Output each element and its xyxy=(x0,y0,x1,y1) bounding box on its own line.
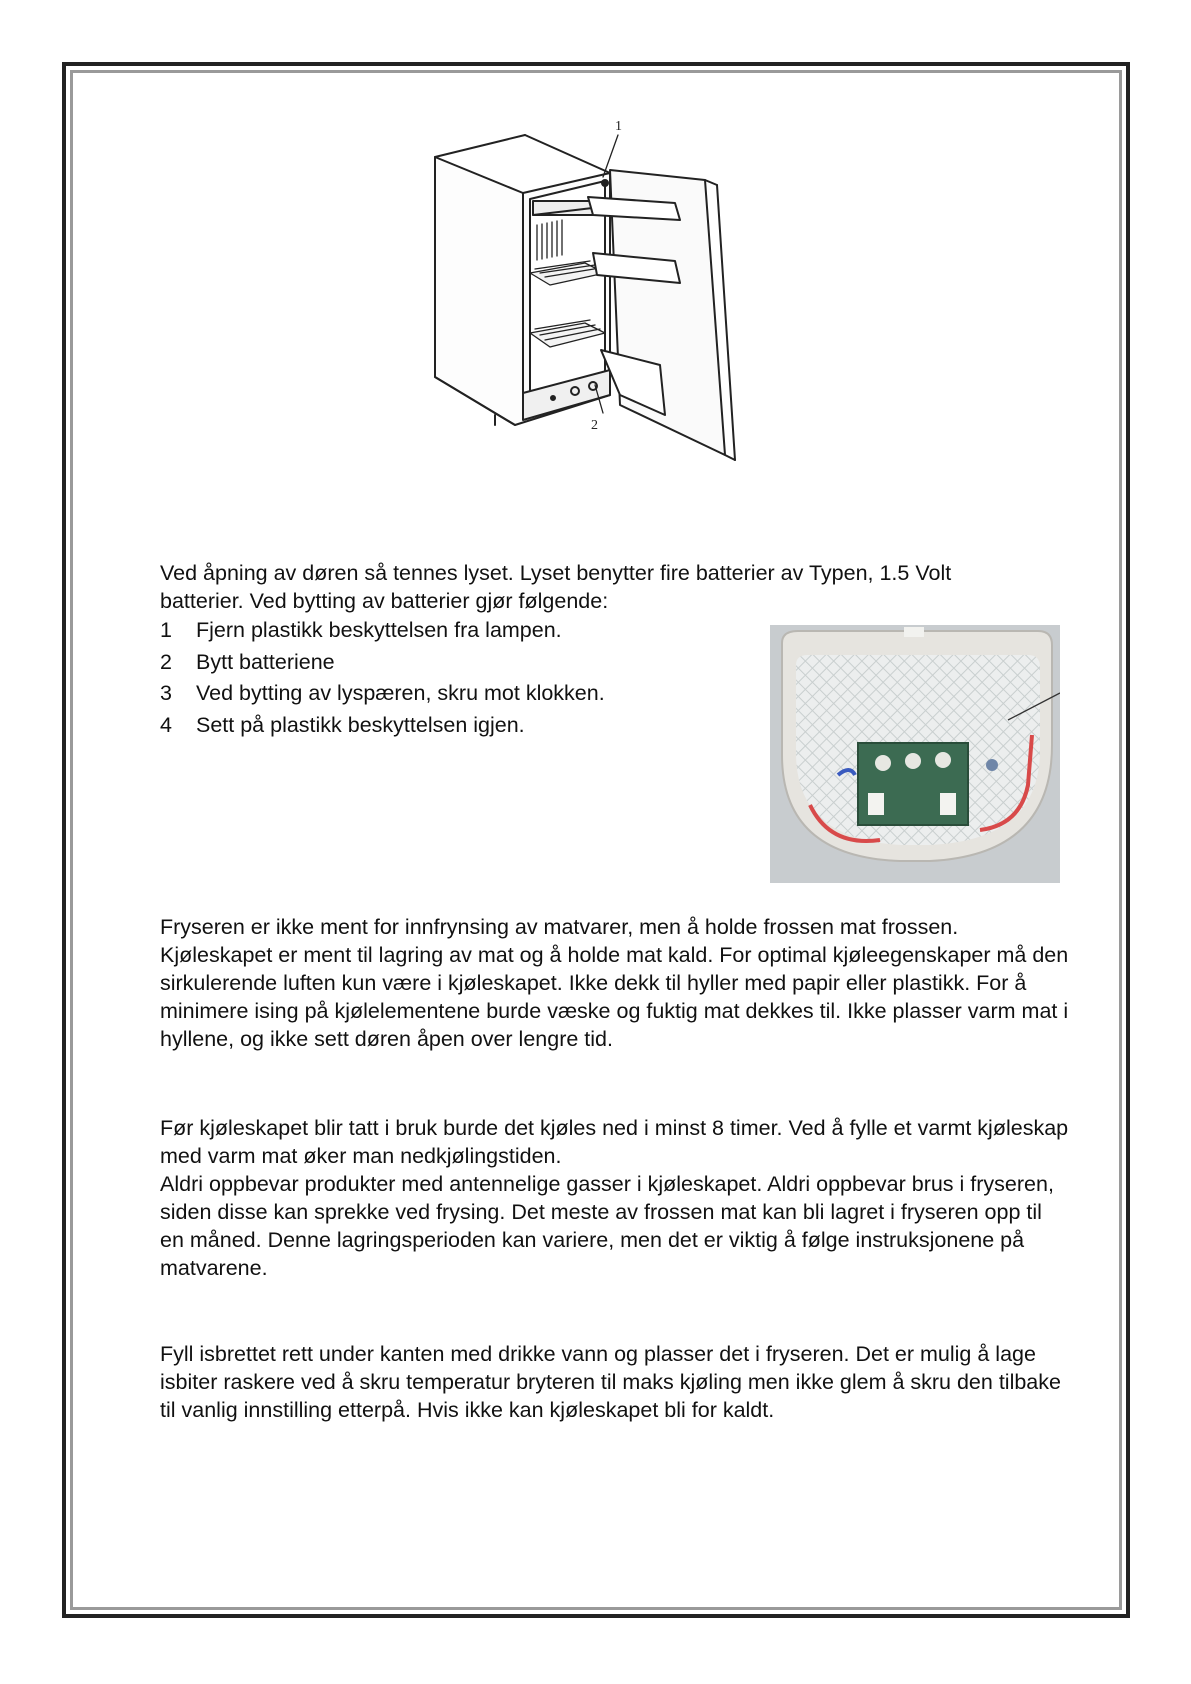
battery-steps-list xyxy=(160,615,740,741)
led xyxy=(875,755,891,771)
callout-label-2: 2 xyxy=(591,418,598,433)
step-number: 4 xyxy=(160,712,172,737)
callout-label-1: 1 xyxy=(615,119,622,134)
list-item xyxy=(160,647,740,679)
door-edge xyxy=(705,180,717,185)
cabinet-top-back xyxy=(525,135,610,173)
lamp-photo xyxy=(770,625,1060,883)
list-item xyxy=(160,678,740,710)
step-number: 2 xyxy=(160,649,172,674)
list-item xyxy=(160,615,740,647)
cabinet-top-edge xyxy=(435,135,525,157)
step-text: Ved bytting av lyspæren, skru mot klokken. xyxy=(196,681,605,705)
screw xyxy=(986,759,998,771)
lamp-position xyxy=(602,180,608,186)
step-number: 1 xyxy=(160,618,172,642)
control-dot xyxy=(551,396,555,400)
battery-clip xyxy=(868,793,884,815)
door-edge xyxy=(725,455,735,460)
cooling-text-part2: Aldri oppbevar produkter med antennelige gasser i kjøleskapet. Aldri oppbevar brus i fryseren, siden disse kan sprekke ved frysing. Det meste av frossen mat kan bli lagret i fryseren opp til en måned. Denne lagringsperioden kan variere, men det er viktig å følge instruksjonene på matvarene. xyxy=(160,1172,1054,1280)
lamp-tab xyxy=(904,627,924,637)
list-item xyxy=(160,710,740,742)
led xyxy=(905,753,921,769)
step-text: Sett på plastikk beskyttelsen igjen. xyxy=(196,712,525,737)
fridge-illustration xyxy=(425,115,805,480)
step-text: Bytt batteriene xyxy=(196,649,335,674)
cooling-text-part1: Før kjøleskapet blir tatt i bruk burde det kjøles ned i minst 8 timer. Ved å fylle et varmt kjøleskap med varm mat øker man nedkjølingstiden. xyxy=(160,1116,1069,1168)
step-number: 3 xyxy=(160,681,172,705)
freezer-paragraph: Fryseren er ikke ment for innfrynsing av matvarer, men å holde frossen mat frossen. Kjøleskapet er ment til lagring av mat og å holde mat kald. For optimal kjøleegenskaper må den sirkulerende luften kun være i kjøleskapet. Ikke dekk til hyller med papir eller plastikk. For å minimere ising på kjølelementene burde væske og fuktig mat dekkes til. Ikke plasser varm mat i hyllene, og ikke sett døren åpen over lengre tid. xyxy=(160,915,1069,1051)
led xyxy=(935,752,951,768)
intro-text: Ved åpning av døren så tennes lyset. Lyset benytter fire batterier av Typen, 1.5 Volt batterier. Ved bytting av batterier gjør følgende: xyxy=(160,561,952,613)
cooling-paragraph xyxy=(160,1114,1070,1282)
ice-tray-paragraph: Fyll isbrettet rett under kanten med drikke vann og plasser det i fryseren. Det er mulig å lage isbiter raskere ved å skru temperatur bryteren til maks kjøling men ikke glem å skru den tilbake til vanlig innstilling etterpå. Hvis ikke kan kjøleskapet bli for kaldt. xyxy=(160,1342,1061,1422)
step-text: Fjern plastikk beskyttelsen fra lampen. xyxy=(196,618,562,642)
battery-clip xyxy=(940,793,956,815)
